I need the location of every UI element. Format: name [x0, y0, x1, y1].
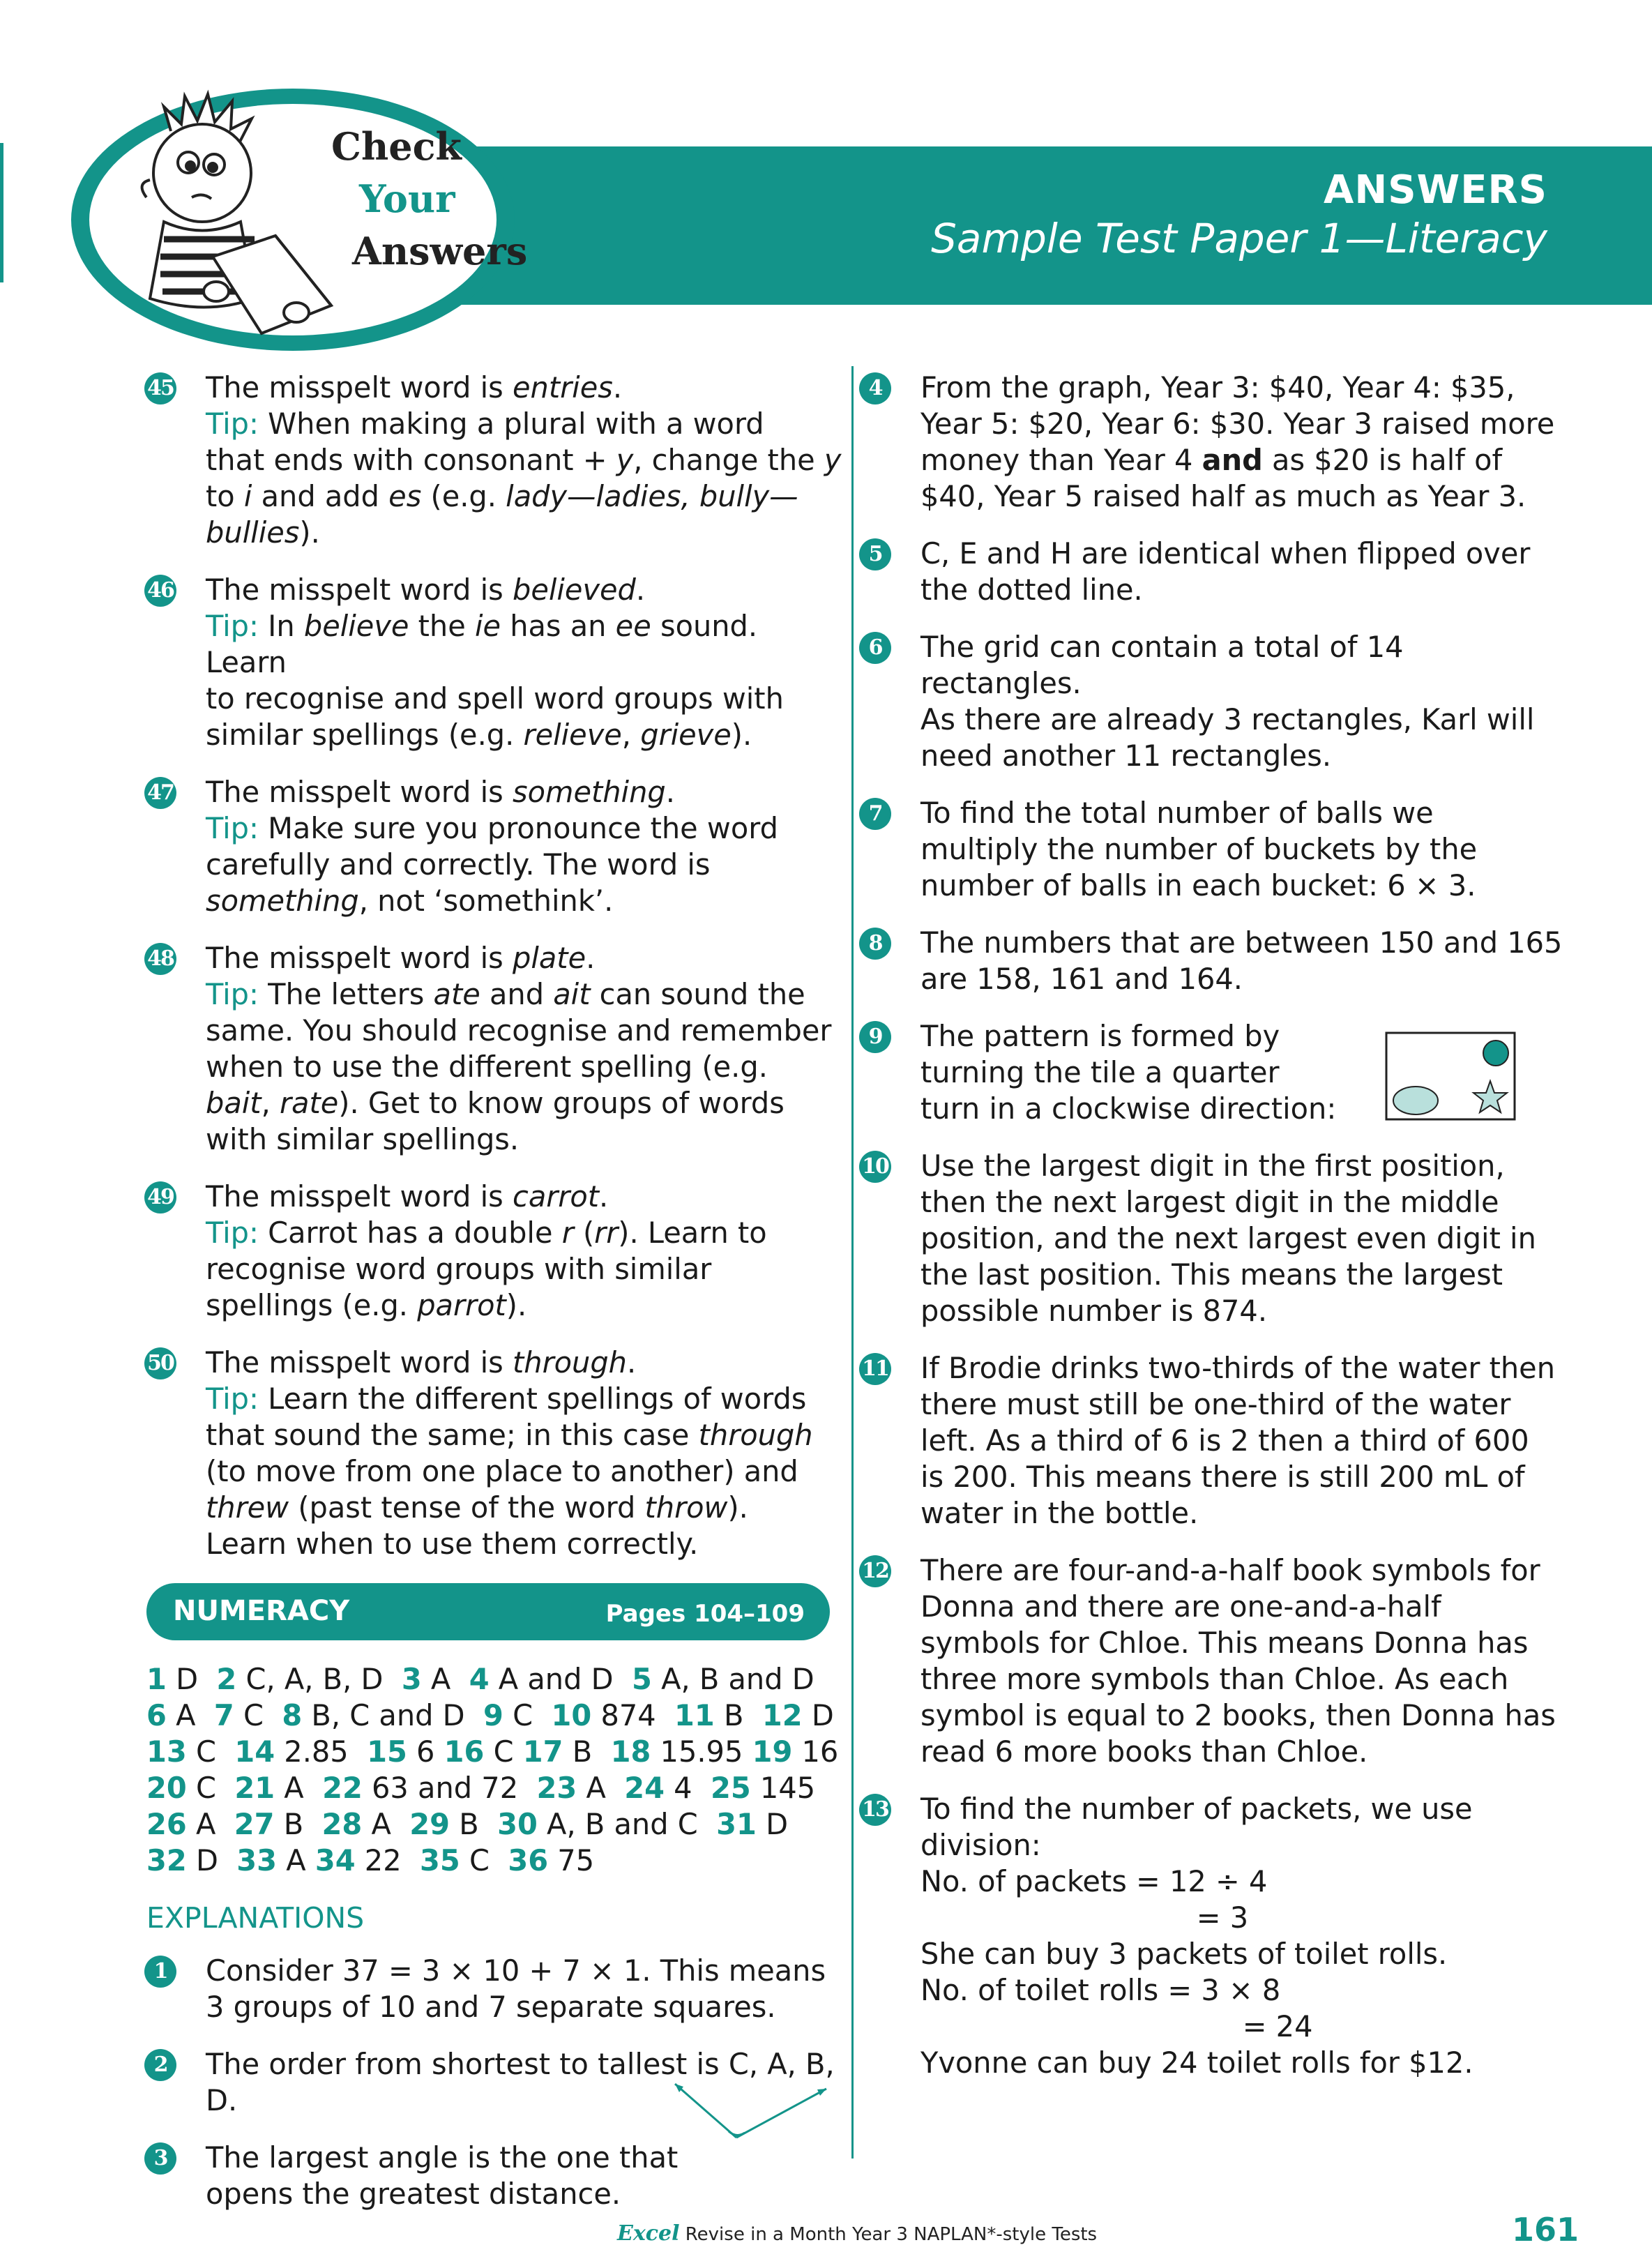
numeracy-title: NUMERACY — [173, 1595, 350, 1627]
answer-item-12 — [861, 1552, 1573, 1770]
answer-item-46 — [146, 572, 844, 753]
answer-key-line: 13 C 14 2.85 15 6 16 C 17 B 18 15.95 19 16 — [146, 1734, 839, 1769]
question-number-badge: 8 — [859, 928, 891, 960]
question-number-badge: 11 — [859, 1353, 891, 1385]
answer-text: The misspelt word is through. Tip: Learn the different spellings of words that sound the same; in this case through (to move from one place to another) and threw (past tense of the word throw). Learn when to use them correctly. — [206, 1345, 813, 1561]
answer-item-6 — [861, 629, 1573, 774]
answer-item-3 — [146, 2140, 844, 2212]
answer-item-13 — [861, 1791, 1573, 2081]
right-column — [861, 370, 1573, 2102]
edge-marker — [0, 143, 3, 282]
footer-text: Revise in a Month Year 3 NAPLAN*-style Tests — [685, 2224, 1098, 2245]
answer-text: The largest angle is the one that opens the greatest distance. — [206, 2140, 679, 2211]
answer-text: The grid can contain a total of 14 rectangles. As there are already 3 rectangles, Karl will need another 11 rectangles. — [920, 630, 1535, 773]
question-number-badge: 3 — [144, 2142, 176, 2175]
literacy-answers-list — [146, 370, 844, 1562]
answer-text: The pattern is formed by turning the tile a quarter turn in a clockwise direction: — [920, 1019, 1337, 1126]
page-title: ANSWERS — [1323, 167, 1547, 213]
answer-key-line: 32 D 33 A 34 22 35 C 36 75 — [146, 1843, 595, 1877]
answer-text: To find the total number of balls we multiply the number of buckets by the number of balls in each bucket: 6 × 3. — [920, 796, 1478, 902]
answer-text: The misspelt word is something. Tip: Make sure you pronounce the word carefully and correctly. The word is something, not ‘somethink’. — [206, 775, 778, 918]
logo-word-answers: Answers — [352, 229, 528, 273]
answer-text: The misspelt word is entries. Tip: When making a plural with a word that ends with consonant + y, change the y to i and add es (e.g. lady—ladies, bully— bullies). — [206, 370, 842, 550]
answer-item-1 — [146, 1953, 844, 2025]
answer-text: If Brodie drinks two-thirds of the water then there must still be one-third of the water left. As a third of 6 is 2 then a third of 600 is 200. This means there is still 200 mL of water in the bottle. — [920, 1351, 1556, 1530]
question-number-badge: 4 — [859, 372, 891, 405]
page-number: 161 — [1511, 2211, 1579, 2248]
answer-text: The misspelt word is believed. Tip: In believe the ie has an ee sound. Learn to recognise and spell word groups with similar spellings (e.g. relieve, grieve). — [206, 573, 784, 752]
question-number-badge: 50 — [144, 1347, 176, 1379]
footer-brand: Excel — [617, 2221, 680, 2246]
answer-text: The order from shortest to tallest is C, A, B, D. — [206, 2047, 835, 2117]
tile-pattern-figure — [1384, 1031, 1517, 1121]
answer-text: From the graph, Year 3: $40, Year 4: $35, Year 5: $20, Year 6: $30. Year 3 raised more money than Year 4 and as $20 is half of $40, Year 5 raised half as much as Year 3. — [920, 370, 1555, 513]
question-number-badge: 1 — [144, 1956, 176, 1988]
logo-word-your: Your — [359, 176, 455, 221]
answer-item-47 — [146, 774, 844, 919]
question-number-badge: 10 — [859, 1151, 891, 1183]
answer-text: Use the largest digit in the first position, then the next largest digit in the middle position, and the next largest even digit in the last position. This means the largest possible number is 874. — [920, 1149, 1536, 1328]
answer-item-8 — [861, 925, 1573, 997]
answer-item-49 — [146, 1179, 844, 1324]
question-number-badge: 9 — [859, 1021, 891, 1053]
question-number-badge: 48 — [144, 943, 176, 975]
answer-key-line: 6 A 7 C 8 B, C and D 9 C 10 874 11 B 12 D — [146, 1698, 834, 1732]
answer-text: The numbers that are between 150 and 165 are 158, 161 and 164. — [920, 925, 1563, 996]
explanations-list-right — [861, 370, 1573, 2081]
answer-key-line: 26 A 27 B 28 A 29 B 30 A, B and C 31 D — [146, 1807, 789, 1841]
question-number-badge: 46 — [144, 575, 176, 607]
answer-text: The misspelt word is carrot. Tip: Carrot has a double r (rr). Learn to recognise word groups with similar spellings (e.g. parrot). — [206, 1179, 767, 1322]
answer-text: The misspelt word is plate. Tip: The letters ate and ait can sound the same. You should recognise and remember when to use the different spelling (e.g. bait, rate). Get to know groups of words with similar spellings. — [206, 941, 832, 1156]
answer-item-50 — [146, 1345, 844, 1562]
question-number-badge: 6 — [859, 632, 891, 664]
answer-item-7 — [861, 795, 1573, 904]
answer-key-line: 1 D 2 C, A, B, D 3 A 4 A and D 5 A, B and D — [146, 1662, 814, 1696]
column-divider — [851, 366, 854, 2159]
footer — [617, 2221, 1097, 2246]
question-number-badge: 7 — [859, 798, 891, 830]
answer-item-45 — [146, 370, 844, 551]
answer-text: C, E and H are identical when flipped over the dotted line. — [920, 536, 1531, 607]
question-number-badge: 12 — [859, 1555, 891, 1587]
answer-item-4 — [861, 370, 1573, 515]
left-column — [146, 370, 844, 2233]
numeracy-pages: Pages 104–109 — [605, 1600, 805, 1628]
header-banner — [391, 146, 1652, 305]
answer-text: Consider 37 = 3 × 10 + 7 × 1. This means 3 groups of 10 and 7 separate squares. — [206, 1953, 826, 2024]
question-number-badge: 13 — [859, 1794, 891, 1826]
answer-item-10 — [861, 1148, 1573, 1329]
answer-text: To find the number of packets, we use division: No. of packets = 12 ÷ 4 = 3 She can buy 3 packets of toilet rolls. No. of toilet rolls = 3 × 8 = 24 Yvonne can buy 24 toilet rolls for $12. — [920, 1792, 1473, 2080]
answer-text: There are four-and-a-half book symbols for Donna and there are one-and-a-half symbols for Chloe. This means Donna has three more symbols than Chloe. As each symbol is equal to 2 books, then Donna has read 6 more books than Chloe. — [920, 1553, 1556, 1769]
answer-item-48 — [146, 940, 844, 1158]
question-number-badge: 49 — [144, 1181, 176, 1214]
question-number-badge: 47 — [144, 777, 176, 809]
explanations-heading: EXPLANATIONS — [146, 1901, 365, 1935]
question-number-badge: 5 — [859, 538, 891, 570]
answer-key-line: 20 C 21 A 22 63 and 72 23 A 24 4 25 145 — [146, 1771, 816, 1805]
numeracy-answer-key — [146, 1661, 844, 1879]
answer-item-5 — [861, 536, 1573, 608]
page-subtitle: Sample Test Paper 1—Literacy — [931, 215, 1547, 262]
angle-diagram — [669, 2078, 837, 2145]
numeracy-section-header — [146, 1583, 830, 1640]
question-number-badge: 45 — [144, 372, 176, 405]
answer-item-11 — [861, 1350, 1573, 1532]
logo-word-check: Check — [331, 124, 462, 169]
question-number-badge: 2 — [144, 2049, 176, 2081]
check-your-answers-logo — [66, 82, 528, 358]
